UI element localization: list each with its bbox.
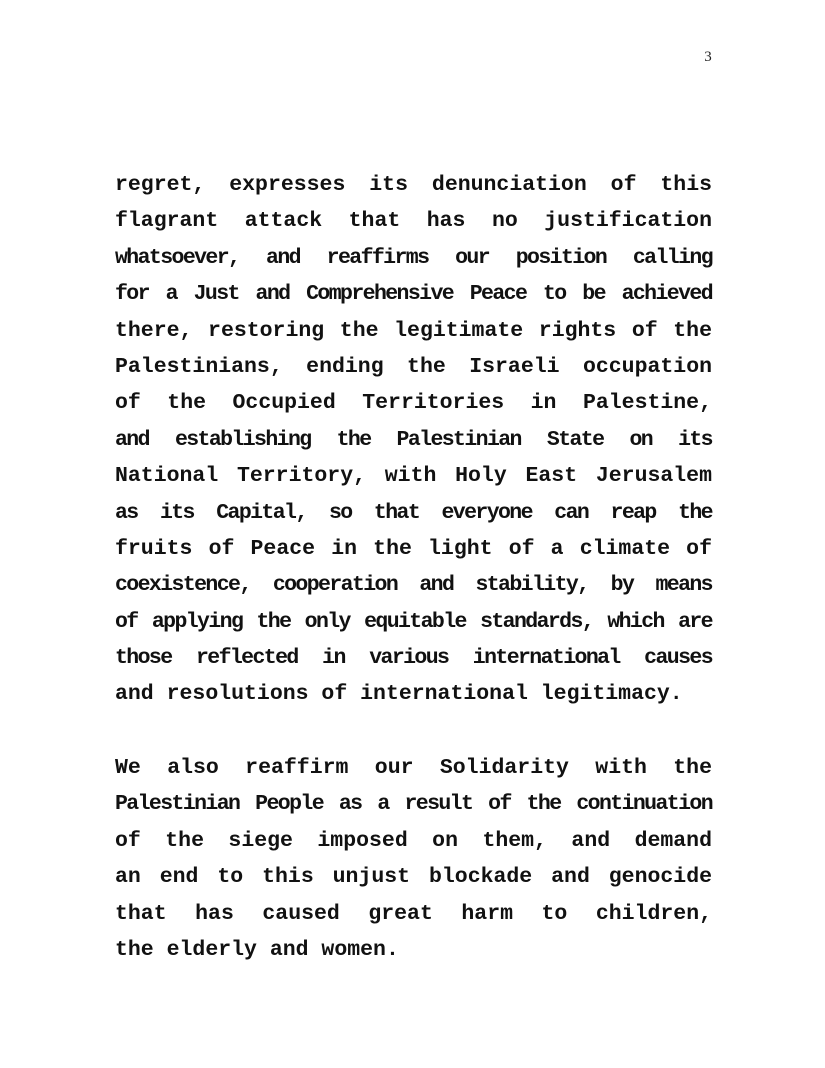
text-line: Palestinian People as a result of the continuation <box>115 792 712 817</box>
text-line: fruits of Peace in the light of a climate of <box>115 536 712 561</box>
text-line: the elderly and women. <box>115 937 399 962</box>
page-number: 3 <box>704 49 712 65</box>
text-line: and establishing the Palestinian State on its <box>115 427 712 452</box>
text-line: as its Capital, so that everyone can reap the <box>115 500 712 525</box>
text-line: and resolutions of international legitimacy. <box>115 682 683 707</box>
text-line: National Territory, with Holy East Jerusalem <box>115 464 712 489</box>
text-line: of the Occupied Territories in Palestine, <box>115 391 712 416</box>
text-line: there, restoring the legitimate rights of the <box>115 318 712 343</box>
paragraph-denunciation <box>115 167 712 713</box>
text-line: of applying the only equitable standards, which are <box>115 609 712 634</box>
paragraph-solidarity <box>115 750 712 968</box>
text-line: coexistence, cooperation and stability, by means <box>115 573 712 598</box>
text-line: whatsoever, and reaffirms our position calling <box>115 245 712 270</box>
text-line: that has caused great harm to children, <box>115 901 712 926</box>
text-line: Palestinians, ending the Israeli occupation <box>115 354 712 379</box>
text-line: an end to this unjust blockade and genocide <box>115 865 712 890</box>
text-line: of the siege imposed on them, and demand <box>115 828 712 853</box>
text-line: flagrant attack that has no justification <box>115 209 712 234</box>
text-line: regret, expresses its denunciation of this <box>115 173 712 197</box>
text-line: for a Just and Comprehensive Peace to be achieved <box>115 282 712 307</box>
text-line: We also reaffirm our Solidarity with the <box>115 756 712 780</box>
text-line: those reflected in various international causes <box>115 646 712 671</box>
